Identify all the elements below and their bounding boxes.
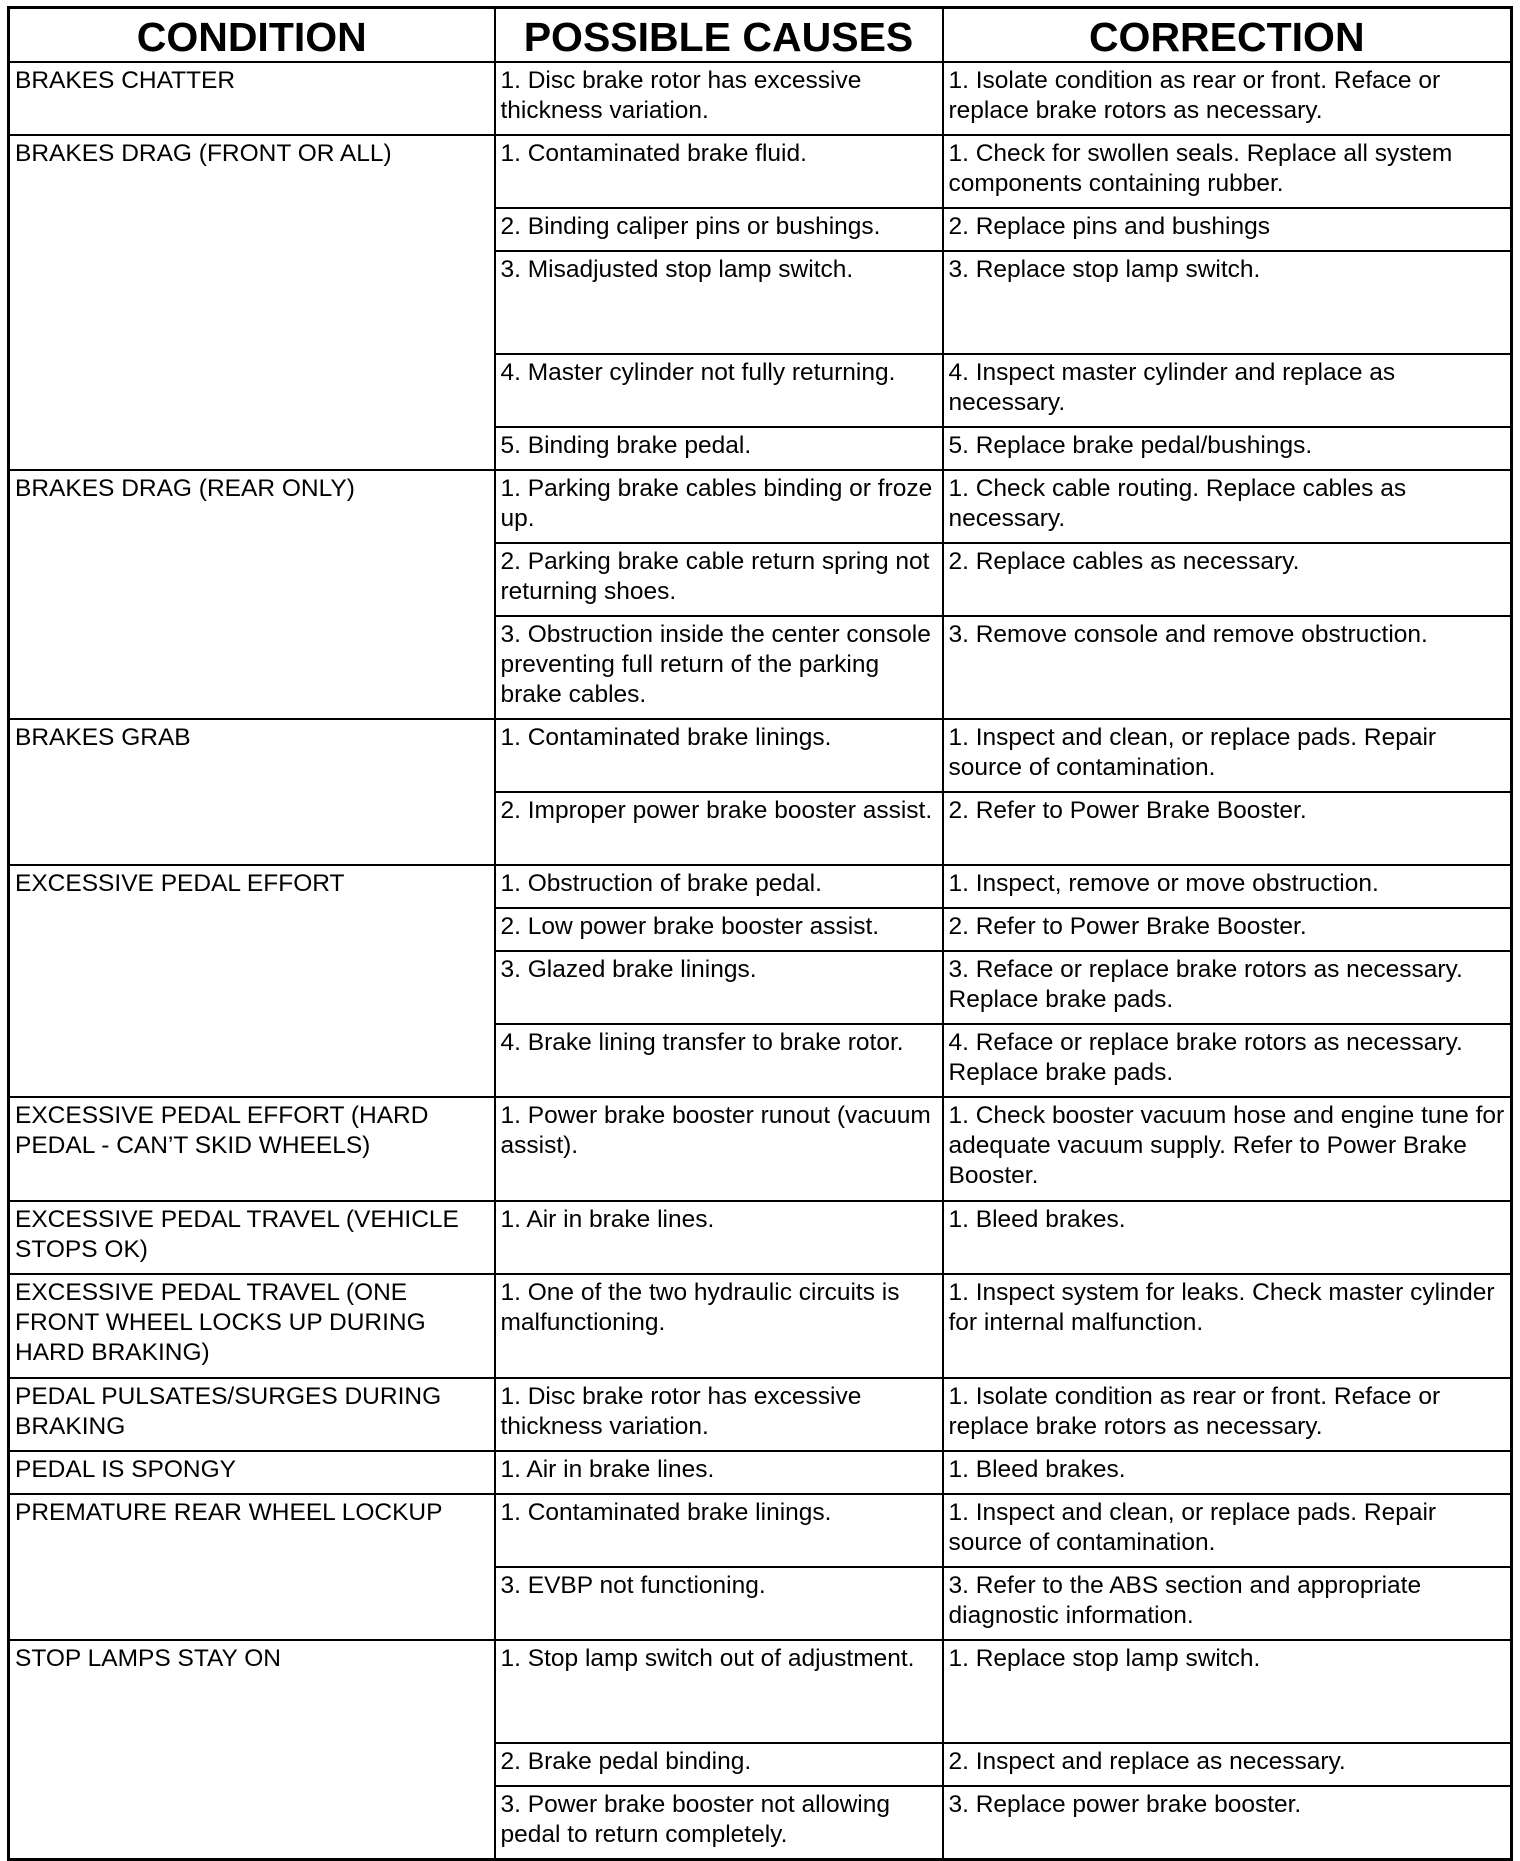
correction-cell: 1. Inspect and clean, or replace pads. Repair source of contamination. bbox=[943, 1494, 1512, 1567]
condition-cell: PREMATURE REAR WHEEL LOCKUP bbox=[9, 1494, 495, 1640]
cause-cell: 2. Improper power brake booster assist. bbox=[495, 792, 943, 865]
cause-cell: 4. Master cylinder not fully returning. bbox=[495, 354, 943, 427]
cause-cell: 1. Disc brake rotor has excessive thickness variation. bbox=[495, 62, 943, 135]
cause-cell: 1. Stop lamp switch out of adjustment. bbox=[495, 1640, 943, 1743]
table-header-row bbox=[9, 8, 1512, 63]
correction-cell: 4. Inspect master cylinder and replace as necessary. bbox=[943, 354, 1512, 427]
cause-cell: 2. Brake pedal binding. bbox=[495, 1743, 943, 1786]
cause-cell: 1. Contaminated brake fluid. bbox=[495, 135, 943, 208]
correction-cell: 2. Replace pins and bushings bbox=[943, 208, 1512, 251]
correction-cell: 1. Isolate condition as rear or front. Reface or replace brake rotors as necessary. bbox=[943, 62, 1512, 135]
condition-cell: PEDAL PULSATES/SURGES DURING BRAKING bbox=[9, 1378, 495, 1451]
correction-cell: 4. Reface or replace brake rotors as necessary. Replace brake pads. bbox=[943, 1024, 1512, 1097]
table-row bbox=[9, 1378, 1512, 1451]
condition-cell: EXCESSIVE PEDAL TRAVEL (ONE FRONT WHEEL LOCKS UP DURING HARD BRAKING) bbox=[9, 1274, 495, 1378]
correction-cell: 1. Replace stop lamp switch. bbox=[943, 1640, 1512, 1743]
cause-cell: 1. Air in brake lines. bbox=[495, 1451, 943, 1494]
correction-cell: 1. Check booster vacuum hose and engine tune for adequate vacuum supply. Refer to Power Brake Booster. bbox=[943, 1097, 1512, 1201]
cause-cell: 2. Binding caliper pins or bushings. bbox=[495, 208, 943, 251]
table-row bbox=[9, 865, 1512, 908]
correction-cell: 3. Replace power brake booster. bbox=[943, 1786, 1512, 1860]
table-row bbox=[9, 62, 1512, 135]
cause-cell: 3. Power brake booster not allowing pedal to return completely. bbox=[495, 1786, 943, 1860]
condition-cell: BRAKES DRAG (REAR ONLY) bbox=[9, 470, 495, 719]
cause-cell: 1. Air in brake lines. bbox=[495, 1201, 943, 1274]
condition-cell: PEDAL IS SPONGY bbox=[9, 1451, 495, 1494]
cause-cell: 1. Contaminated brake linings. bbox=[495, 1494, 943, 1567]
table-row bbox=[9, 135, 1512, 208]
cause-cell: 3. EVBP not functioning. bbox=[495, 1567, 943, 1640]
table-row bbox=[9, 1274, 1512, 1378]
condition-cell: EXCESSIVE PEDAL TRAVEL (VEHICLE STOPS OK) bbox=[9, 1201, 495, 1274]
correction-cell: 1. Bleed brakes. bbox=[943, 1451, 1512, 1494]
condition-cell: EXCESSIVE PEDAL EFFORT bbox=[9, 865, 495, 1097]
correction-cell: 5. Replace brake pedal/bushings. bbox=[943, 427, 1512, 470]
cause-cell: 1. Contaminated brake linings. bbox=[495, 719, 943, 792]
condition-cell: BRAKES DRAG (FRONT OR ALL) bbox=[9, 135, 495, 470]
correction-cell: 1. Inspect and clean, or replace pads. Repair source of contamination. bbox=[943, 719, 1512, 792]
correction-cell: 1. Inspect system for leaks. Check master cylinder for internal malfunction. bbox=[943, 1274, 1512, 1378]
cause-cell: 1. Parking brake cables binding or froze up. bbox=[495, 470, 943, 543]
condition-cell: BRAKES GRAB bbox=[9, 719, 495, 865]
table-row bbox=[9, 470, 1512, 543]
correction-cell: 2. Refer to Power Brake Booster. bbox=[943, 908, 1512, 951]
table-row bbox=[9, 1494, 1512, 1567]
cause-cell: 5. Binding brake pedal. bbox=[495, 427, 943, 470]
cause-cell: 3. Obstruction inside the center console preventing full return of the parking brake cables. bbox=[495, 616, 943, 719]
cause-cell: 4. Brake lining transfer to brake rotor. bbox=[495, 1024, 943, 1097]
correction-cell: 2. Inspect and replace as necessary. bbox=[943, 1743, 1512, 1786]
brake-diagnosis-table bbox=[7, 6, 1513, 1861]
condition-cell: STOP LAMPS STAY ON bbox=[9, 1640, 495, 1860]
correction-cell: 1. Inspect, remove or move obstruction. bbox=[943, 865, 1512, 908]
diagnosis-table-page bbox=[7, 6, 1510, 1861]
cause-cell: 2. Low power brake booster assist. bbox=[495, 908, 943, 951]
header-condition: CONDITION bbox=[9, 8, 495, 63]
header-correction: CORRECTION bbox=[943, 8, 1512, 63]
correction-cell: 1. Check cable routing. Replace cables as necessary. bbox=[943, 470, 1512, 543]
table-row bbox=[9, 719, 1512, 792]
correction-cell: 1. Bleed brakes. bbox=[943, 1201, 1512, 1274]
correction-cell: 3. Replace stop lamp switch. bbox=[943, 251, 1512, 354]
cause-cell: 1. Obstruction of brake pedal. bbox=[495, 865, 943, 908]
cause-cell: 2. Parking brake cable return spring not returning shoes. bbox=[495, 543, 943, 616]
correction-cell: 3. Reface or replace brake rotors as necessary. Replace brake pads. bbox=[943, 951, 1512, 1024]
cause-cell: 3. Misadjusted stop lamp switch. bbox=[495, 251, 943, 354]
correction-cell: 1. Check for swollen seals. Replace all system components containing rubber. bbox=[943, 135, 1512, 208]
cause-cell: 1. Power brake booster runout (vacuum assist). bbox=[495, 1097, 943, 1201]
cause-cell: 1. Disc brake rotor has excessive thickness variation. bbox=[495, 1378, 943, 1451]
condition-cell: EXCESSIVE PEDAL EFFORT (HARD PEDAL - CAN’T SKID WHEELS) bbox=[9, 1097, 495, 1201]
condition-cell: BRAKES CHATTER bbox=[9, 62, 495, 135]
correction-cell: 2. Replace cables as necessary. bbox=[943, 543, 1512, 616]
table-row bbox=[9, 1201, 1512, 1274]
correction-cell: 2. Refer to Power Brake Booster. bbox=[943, 792, 1512, 865]
correction-cell: 1. Isolate condition as rear or front. Reface or replace brake rotors as necessary. bbox=[943, 1378, 1512, 1451]
table-row bbox=[9, 1640, 1512, 1743]
correction-cell: 3. Remove console and remove obstruction. bbox=[943, 616, 1512, 719]
table-row bbox=[9, 1451, 1512, 1494]
correction-cell: 3. Refer to the ABS section and appropriate diagnostic information. bbox=[943, 1567, 1512, 1640]
cause-cell: 1. One of the two hydraulic circuits is malfunctioning. bbox=[495, 1274, 943, 1378]
header-possible-causes: POSSIBLE CAUSES bbox=[495, 8, 943, 63]
cause-cell: 3. Glazed brake linings. bbox=[495, 951, 943, 1024]
table-row bbox=[9, 1097, 1512, 1201]
